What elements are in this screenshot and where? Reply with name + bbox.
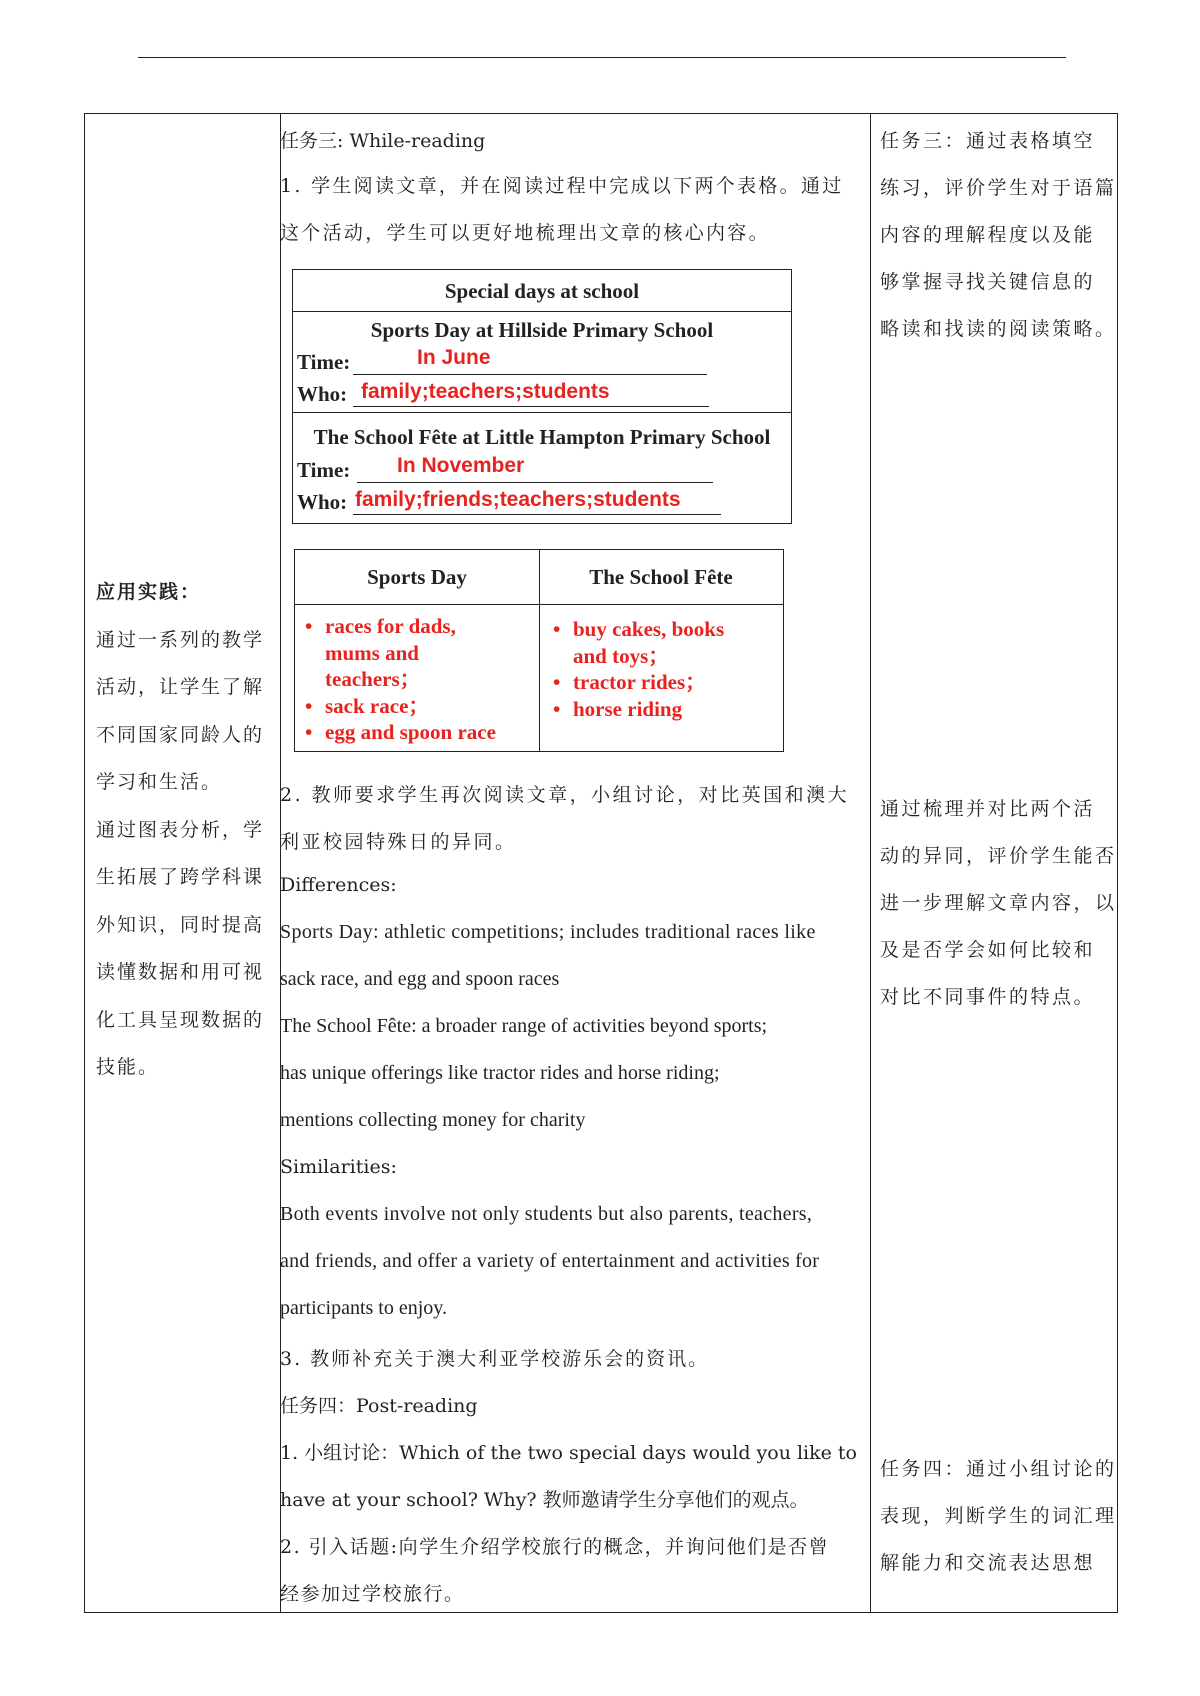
stage-line: 生拓展了跨学科课 [96,866,265,888]
similarities-heading: Similarities: [280,1156,397,1178]
stage-label: 应用实践： [96,581,202,603]
school-fete-header: The School Fête [589,565,733,589]
task3-title: 任务三: While-reading [280,130,486,152]
answer-underline [353,406,709,407]
sports-day-header: Sports Day [367,565,467,589]
table-column-divider [539,550,540,751]
similarities-line: and friends, and offer a variety of entertainment and activities for [280,1250,820,1272]
assessment-line: 够掌握寻找关键信息的 [880,271,1096,293]
task4-title: 任务四：Post-reading [280,1395,478,1417]
step2-line: 2. 教师要求学生再次阅读文章，小组讨论，对比英国和澳大 [280,784,850,806]
assessment-line: 解能力和交流表达思想 [880,1552,1096,1574]
answer-underline [353,374,707,375]
differences-heading: Differences: [280,874,397,896]
task3-paragraph-line: 这个活动，学生可以更好地梳理出文章的核心内容。 [280,222,770,244]
list-item: • buy cakes, books [553,617,725,641]
who-label: Who: [297,382,348,406]
comparison-table [294,549,784,752]
list-item: • egg and spoon race [305,720,496,744]
assessment-line: 内容的理解程度以及能 [880,224,1096,246]
table-row-divider [293,311,791,312]
stage-column [96,569,264,1092]
time-label: Time: [297,350,351,374]
answer-text: family;friends;teachers;students [355,488,681,511]
sports-day-activities [299,613,535,746]
list-item: • tractor rides； [553,670,707,694]
stage-line: 活动，让学生了解 [96,676,265,698]
task3-paragraph-line: 1. 学生阅读文章，并在阅读过程中完成以下两个表格。通过 [280,175,844,197]
assessment-line: 任务四：通过小组讨论的 [880,1458,1117,1480]
task4-line: 2. 引入话题:向学生介绍学校旅行的概念，并询问他们是否曾 [280,1536,830,1558]
list-item: teachers； [325,667,421,691]
task4-line: 经参加过学校旅行。 [280,1583,465,1605]
differences-line: The School Fête: a broader range of activities beyond sports; [280,1015,768,1037]
assessment-line: 略读和找读的阅读策略。 [880,318,1117,340]
table-row-divider [293,412,791,413]
list-item: • sack race； [305,693,430,718]
answer-text: In June [417,346,491,369]
stage-line: 学习和生活。 [96,771,223,793]
list-item: and toys； [573,643,670,668]
school-fete-activities [547,616,779,722]
similarities-line: participants to enjoy. [280,1297,447,1319]
special-days-title: Special days at school [444,279,640,303]
header-rule [138,57,1066,58]
sports-day-heading: Sports Day at Hillside Primary School [370,318,714,342]
task4-line: 1. 小组讨论：Which of the two special days would you like to [280,1442,857,1464]
stage-line: 通过图表分析，学 [96,818,265,841]
time-label: Time: [297,458,351,482]
assessment-line: 对比不同事件的特点。 [880,986,1096,1008]
who-label: Who: [297,490,348,514]
answer-underline [357,482,713,483]
stage-line: 技能。 [96,1056,160,1078]
assessment-line: 任务三：通过表格填空 [880,130,1096,152]
step3-line: 3. 教师补充关于澳大利亚学校游乐会的资讯。 [280,1348,710,1370]
stage-line: 读懂数据和用可视 [96,961,265,983]
list-item: • races for dads, [305,614,456,638]
differences-line: Sports Day: athletic competitions; includes traditional races like [280,921,816,943]
answer-underline [353,514,721,515]
special-days-table [292,269,792,524]
stage-line: 不同国家同龄人的 [96,723,265,746]
answer-text: In November [397,454,525,477]
assessment-line: 及是否学会如何比较和 [880,939,1096,961]
list-item: • horse riding [553,696,683,721]
assessment-line: 通过梳理并对比两个活 [880,798,1096,820]
task4-line: have at your school? Why? 教师邀请学生分享他们的观点。 [280,1489,809,1511]
differences-line: has unique offerings like tractor rides and horse riding; [280,1062,720,1084]
differences-line: mentions collecting money for charity [280,1109,586,1131]
stage-line: 化工具呈现数据的 [96,1008,265,1031]
school-fete-heading: The School Fête at Little Hampton Primary School [313,425,771,449]
stage-line: 外知识，同时提高 [96,913,265,936]
assessment-line: 动的异同，评价学生能否 [880,845,1117,867]
step2-line: 利亚校园特殊日的异同。 [280,831,517,853]
answer-text: family;teachers;students [361,380,610,403]
stage-line: 通过一系列的教学 [96,628,265,651]
differences-line: sack race, and egg and spoon races [280,968,560,990]
assessment-line: 表现，判断学生的词汇理 [880,1505,1117,1527]
similarities-line: Both events involve not only students but also parents, teachers, [280,1203,813,1225]
assessment-line: 进一步理解文章内容，以 [880,892,1117,914]
column-divider [870,114,871,1612]
list-item: mums and [325,640,419,665]
column-divider [280,114,281,1612]
assessment-line: 练习，评价学生对于语篇 [880,177,1117,199]
